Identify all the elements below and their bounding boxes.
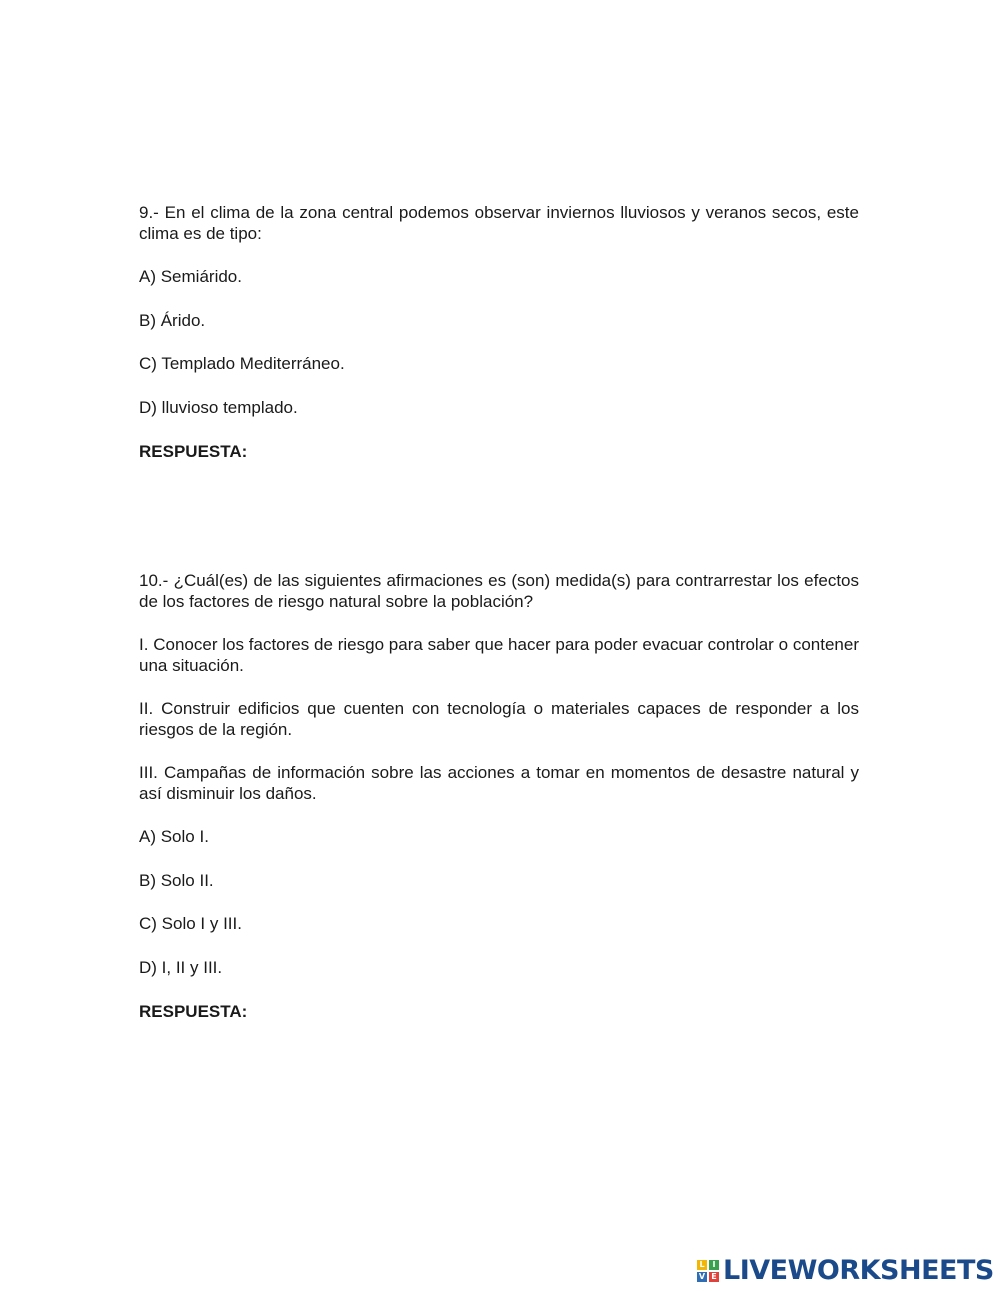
q10-option-b: B) Solo II. xyxy=(139,871,214,890)
q10-answer-label: RESPUESTA: xyxy=(139,1002,248,1021)
q10-statement-2: II. Construir edificios que cuenten con tecnología o materiales capaces de responder a los riesgos de la región. xyxy=(139,699,859,739)
q10-option-a: A) Solo I. xyxy=(139,827,209,846)
liveworksheets-logo xyxy=(697,1256,994,1286)
q9-option-a: A) Semiárido. xyxy=(139,267,242,286)
logo-mark-icon xyxy=(697,1260,719,1282)
q9-option-c: C) Templado Mediterráneo. xyxy=(139,354,345,373)
q9-option-d: D) lluvioso templado. xyxy=(139,398,298,417)
logo-cell: E xyxy=(709,1272,719,1282)
q9-answer-label: RESPUESTA: xyxy=(139,442,248,461)
logo-wordmark: LIVEWORKSHEETS xyxy=(723,1255,994,1286)
logo-cell: I xyxy=(709,1260,719,1270)
logo-cell: L xyxy=(697,1260,707,1270)
logo-cell: V xyxy=(698,1272,706,1281)
q10-statement-1: I. Conocer los factores de riesgo para saber que hacer para poder evacuar controlar o contener una situación. xyxy=(139,635,859,675)
q10-option-d: D) I, II y III. xyxy=(139,958,223,977)
q10-option-c: C) Solo I y III. xyxy=(139,914,242,933)
q10-statement-3: III. Campañas de información sobre las acciones a tomar en momentos de desastre natural y así disminuir los daños. xyxy=(139,763,859,803)
q10-question: 10.- ¿Cuál(es) de las siguientes afirmaciones es (son) medida(s) para contrarrestar los efectos de los factores de riesgo natural sobre la población? xyxy=(139,571,859,611)
q9-question: 9.- En el clima de la zona central podemos observar inviernos lluviosos y veranos secos, este clima es de tipo: xyxy=(139,203,859,243)
q9-option-b: B) Árido. xyxy=(139,311,206,330)
